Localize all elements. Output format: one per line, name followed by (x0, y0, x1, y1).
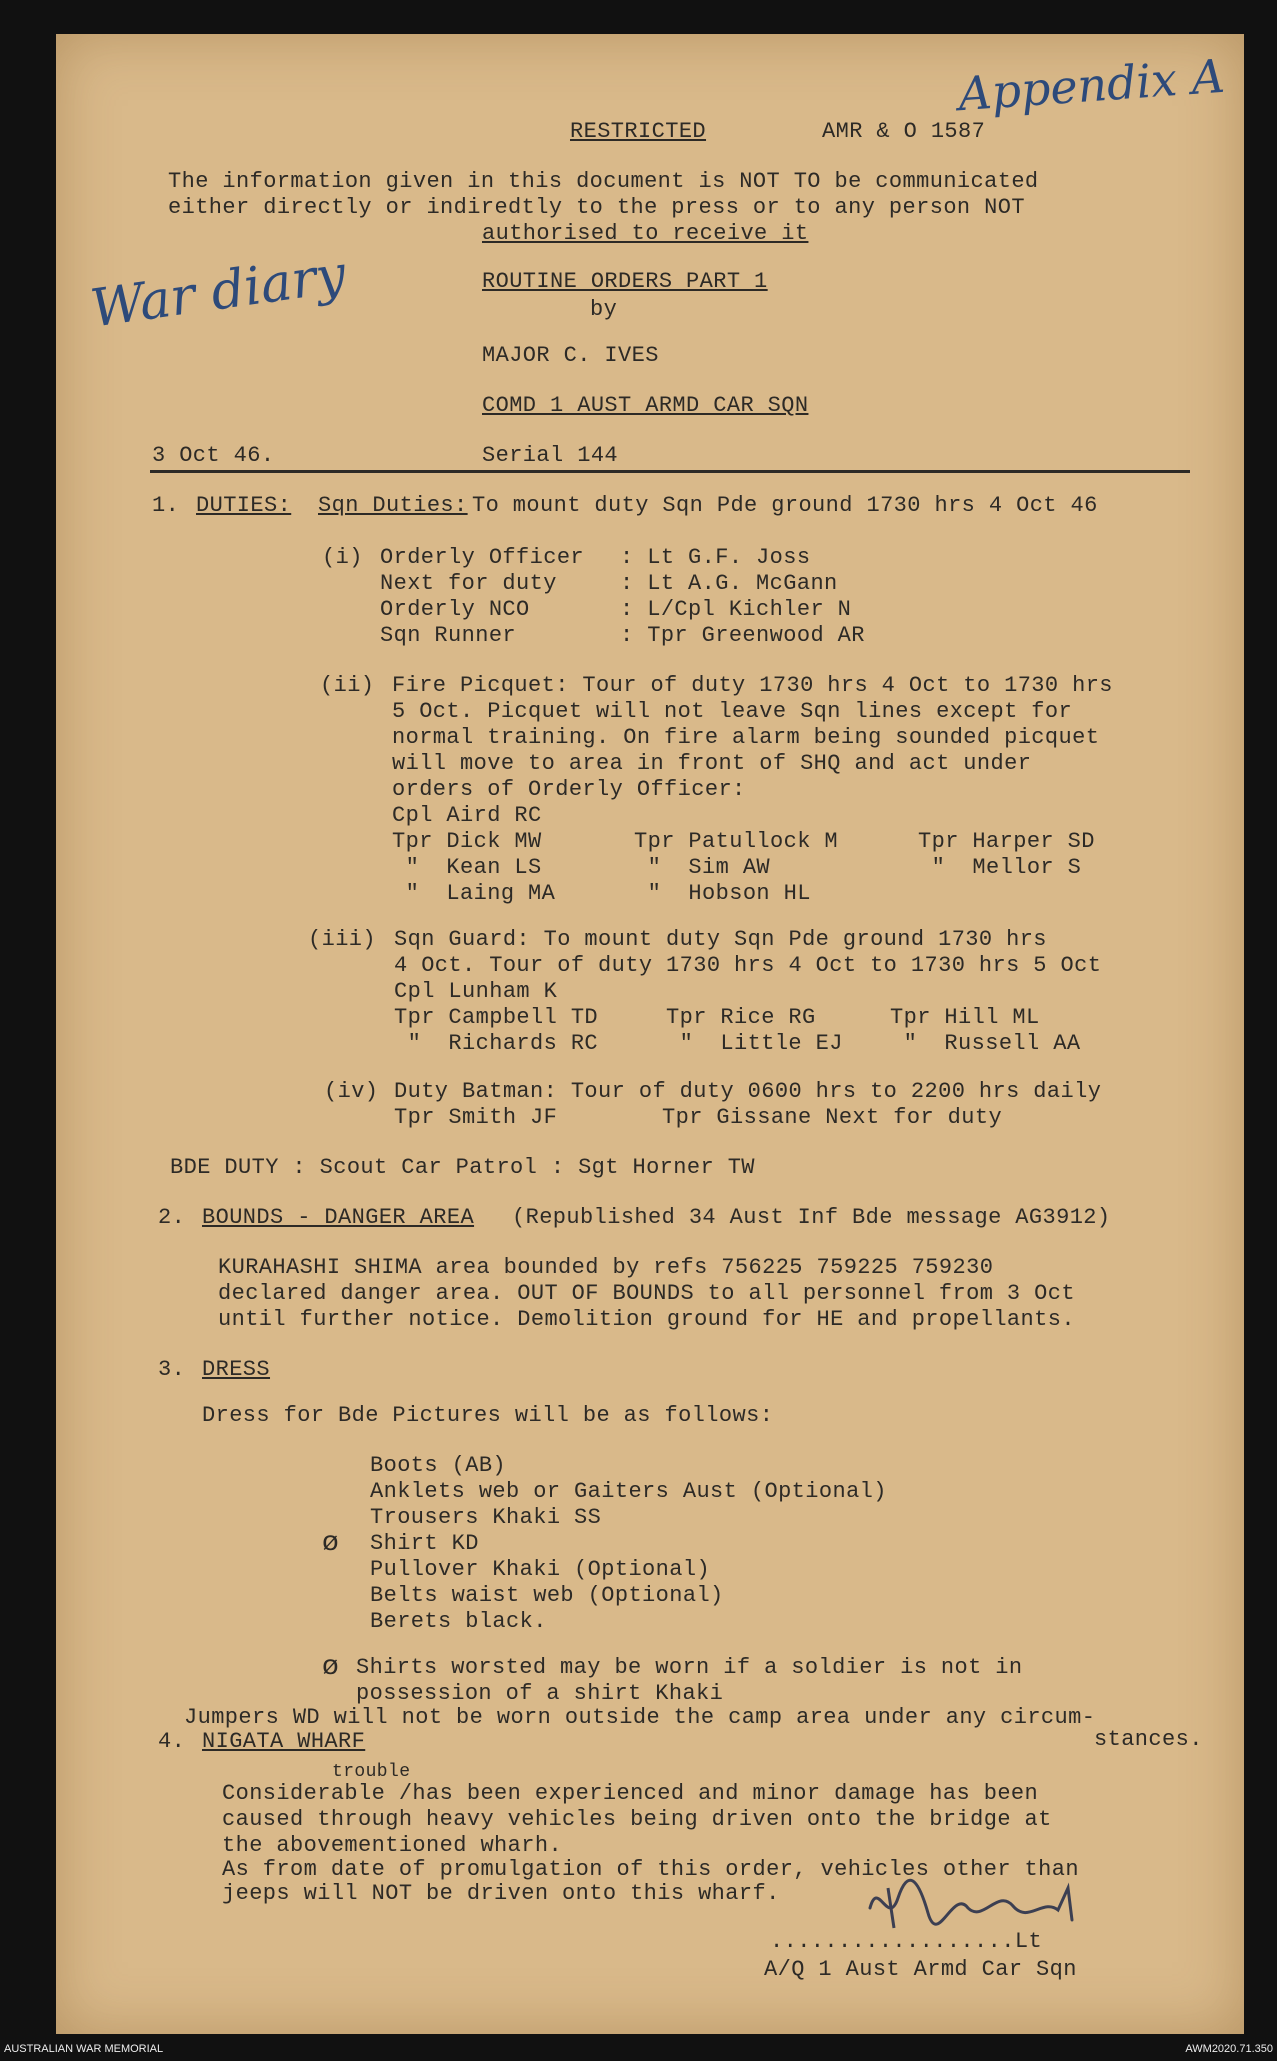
dress-mark: ø (322, 1528, 340, 1559)
section-2-reference: (Republished 34 Aust Inf Bde message AG3912) (512, 1205, 1111, 1230)
wharf-line: jeeps will NOT be driven onto this wharf. (222, 1881, 780, 1906)
notice-line-1: The information given in this document is NOT TO be communicated (168, 169, 1039, 194)
fire-picquet-cpl: Cpl Aird RC (392, 803, 542, 828)
reference-number: AMR & O 1587 (822, 119, 986, 144)
document-date: 3 Oct 46. (152, 443, 275, 468)
wharf-line: caused through heavy vehicles being driven onto the bridge at (222, 1807, 1052, 1832)
notice-line-2: either directly or indiredtly to the press or to any person NOT (168, 195, 1025, 220)
sqn-guard-line: Sqn Guard: To mount duty Sqn Pde ground 1730 hrs (394, 927, 1047, 952)
section-1-number: 1. (152, 493, 180, 518)
by-line: by (590, 297, 618, 322)
footer-left: AUSTRALIAN WAR MEMORIAL (4, 2043, 164, 2055)
guard-member: Tpr Hill ML (890, 1005, 1040, 1030)
sqn-duties-heading: Sqn Duties: (318, 493, 468, 518)
dress-note-line: possession of a shirt Khaki (356, 1681, 724, 1706)
guard-member: " Russell AA (890, 1031, 1081, 1056)
appendix-annotation: Appendix A (956, 48, 1227, 122)
classification: RESTRICTED (570, 119, 707, 144)
picquet-member: " Hobson HL (634, 881, 811, 906)
handwritten-signature (858, 1868, 1118, 1938)
duty-row-value: : Tpr Greenwood AR (620, 623, 865, 648)
bounds-line: KURAHASHI SHIMA area bounded by refs 756225 759225 759230 (218, 1255, 994, 1280)
fire-picquet-line: orders of Orderly Officer: (392, 777, 746, 802)
duty-row-value-text: Tpr Greenwood AR (647, 623, 865, 648)
dress-item: Anklets web or Gaiters Aust (Optional) (370, 1479, 887, 1504)
picquet-member: " Laing MA (392, 881, 556, 906)
duty-row-label: Orderly Officer (380, 545, 585, 570)
wharf-line: the abovementioned wharh. (222, 1833, 563, 1858)
guard-member: " Richards RC (394, 1031, 599, 1056)
section-4-number: 4. (158, 1729, 186, 1754)
signature-title: A/Q 1 Aust Armd Car Sqn (764, 1957, 1077, 1982)
section-2-number: 2. (158, 1205, 186, 1230)
dress-intro: Dress for Bde Pictures will be as follows: (202, 1403, 774, 1428)
fire-picquet-line: Fire Picquet: Tour of duty 1730 hrs 4 Oct to 1730 hrs (392, 673, 1113, 698)
section-3-number: 3. (158, 1357, 186, 1382)
dress-item: Belts waist web (Optional) (370, 1583, 724, 1608)
section-4-heading: NIGATA WHARF (202, 1729, 366, 1754)
serial-number: Serial 144 (482, 443, 619, 468)
unit-name: COMD 1 AUST ARMD CAR SQN (482, 393, 809, 418)
guard-member: Tpr Campbell TD (394, 1005, 599, 1030)
duty-row-value: : Lt A.G. McGann (620, 571, 838, 596)
guard-member: Tpr Rice RG (666, 1005, 816, 1030)
fire-picquet-line: normal training. On fire alarm being sounded picquet (392, 725, 1100, 750)
duty-i-number: (i) (322, 545, 363, 570)
duty-batman-name: Tpr Smith JF (394, 1105, 558, 1130)
picquet-member: " Kean LS (392, 855, 542, 880)
duty-batman-next: Tpr Gissane Next for duty (662, 1105, 1003, 1130)
guard-member: " Little EJ (666, 1031, 843, 1056)
wharf-insert: trouble (332, 1762, 411, 1782)
sqn-duties-intro: To mount duty Sqn Pde ground 1730 hrs 4 Oct 46 (472, 493, 1098, 518)
dress-note-line: Shirts worsted may be worn if a soldier is not in (356, 1655, 1023, 1680)
duty-iii-number: (iii) (308, 927, 377, 952)
picquet-member: Tpr Dick MW (392, 829, 542, 854)
dress-note-mark: ø (322, 1652, 340, 1683)
jumpers-note: Jumpers WD will not be worn outside the camp area under any circum- (184, 1705, 1096, 1730)
duty-row-label: Sqn Runner (380, 623, 517, 648)
duty-row-label: Next for duty (380, 571, 557, 596)
section-1-heading: DUTIES: (196, 493, 292, 518)
wharf-line: Considerable /has been experienced and minor damage has been (222, 1781, 1039, 1806)
picquet-member: " Mellor S (918, 855, 1082, 880)
sqn-guard-cpl: Cpl Lunham K (394, 979, 558, 1004)
officer-name: MAJOR C. IVES (482, 343, 659, 368)
dress-item: Boots (AB) (370, 1453, 507, 1478)
jumpers-note-continued: stances. (1094, 1727, 1203, 1752)
notice-line-3: authorised to receive it (482, 221, 809, 246)
duty-row-value-text: Lt G.F. Joss (647, 545, 811, 570)
dress-item: Pullover Khaki (Optional) (370, 1557, 711, 1582)
duty-ii-number: (ii) (320, 673, 375, 698)
document-title: ROUTINE ORDERS PART 1 (482, 269, 768, 294)
picquet-member: " Sim AW (634, 855, 771, 880)
header-rule (150, 470, 1190, 473)
picquet-member: Tpr Patullock M (634, 829, 839, 854)
wharf-line: As from date of promulgation of this order, vehicles other than (222, 1857, 1079, 1882)
signature-line: ..................Lt (770, 1929, 1043, 1954)
bde-duty: BDE DUTY : Scout Car Patrol : Sgt Horner TW (170, 1155, 755, 1180)
dress-item: Berets black. (370, 1609, 547, 1634)
duty-row-value: : L/Cpl Kichler N (620, 597, 852, 622)
footer-right: AWM2020.71.350 (1185, 2043, 1273, 2055)
duty-row-value: : Lt G.F. Joss (620, 545, 811, 570)
section-3-heading: DRESS (202, 1357, 271, 1382)
section-2-heading: BOUNDS - DANGER AREA (202, 1205, 475, 1230)
duty-row-value-text: Lt A.G. McGann (647, 571, 838, 596)
dress-item: Shirt KD (370, 1531, 479, 1556)
war-diary-annotation: War diary (87, 244, 350, 340)
duty-row-value-text: L/Cpl Kichler N (647, 597, 852, 622)
duty-row-label: Orderly NCO (380, 597, 530, 622)
fire-picquet-line: will move to area in front of SHQ and act under (392, 751, 1032, 776)
sqn-guard-line: 4 Oct. Tour of duty 1730 hrs 4 Oct to 1730 hrs 5 Oct (394, 953, 1102, 978)
bounds-line: declared danger area. OUT OF BOUNDS to all personnel from 3 Oct (218, 1281, 1075, 1306)
duty-batman-line: Duty Batman: Tour of duty 0600 hrs to 2200 hrs daily (394, 1079, 1102, 1104)
duty-iv-number: (iv) (324, 1079, 379, 1104)
dress-item: Trousers Khaki SS (370, 1505, 602, 1530)
picquet-member: Tpr Harper SD (918, 829, 1095, 854)
bounds-line: until further notice. Demolition ground for HE and propellants. (218, 1307, 1075, 1332)
fire-picquet-line: 5 Oct. Picquet will not leave Sqn lines except for (392, 699, 1073, 724)
